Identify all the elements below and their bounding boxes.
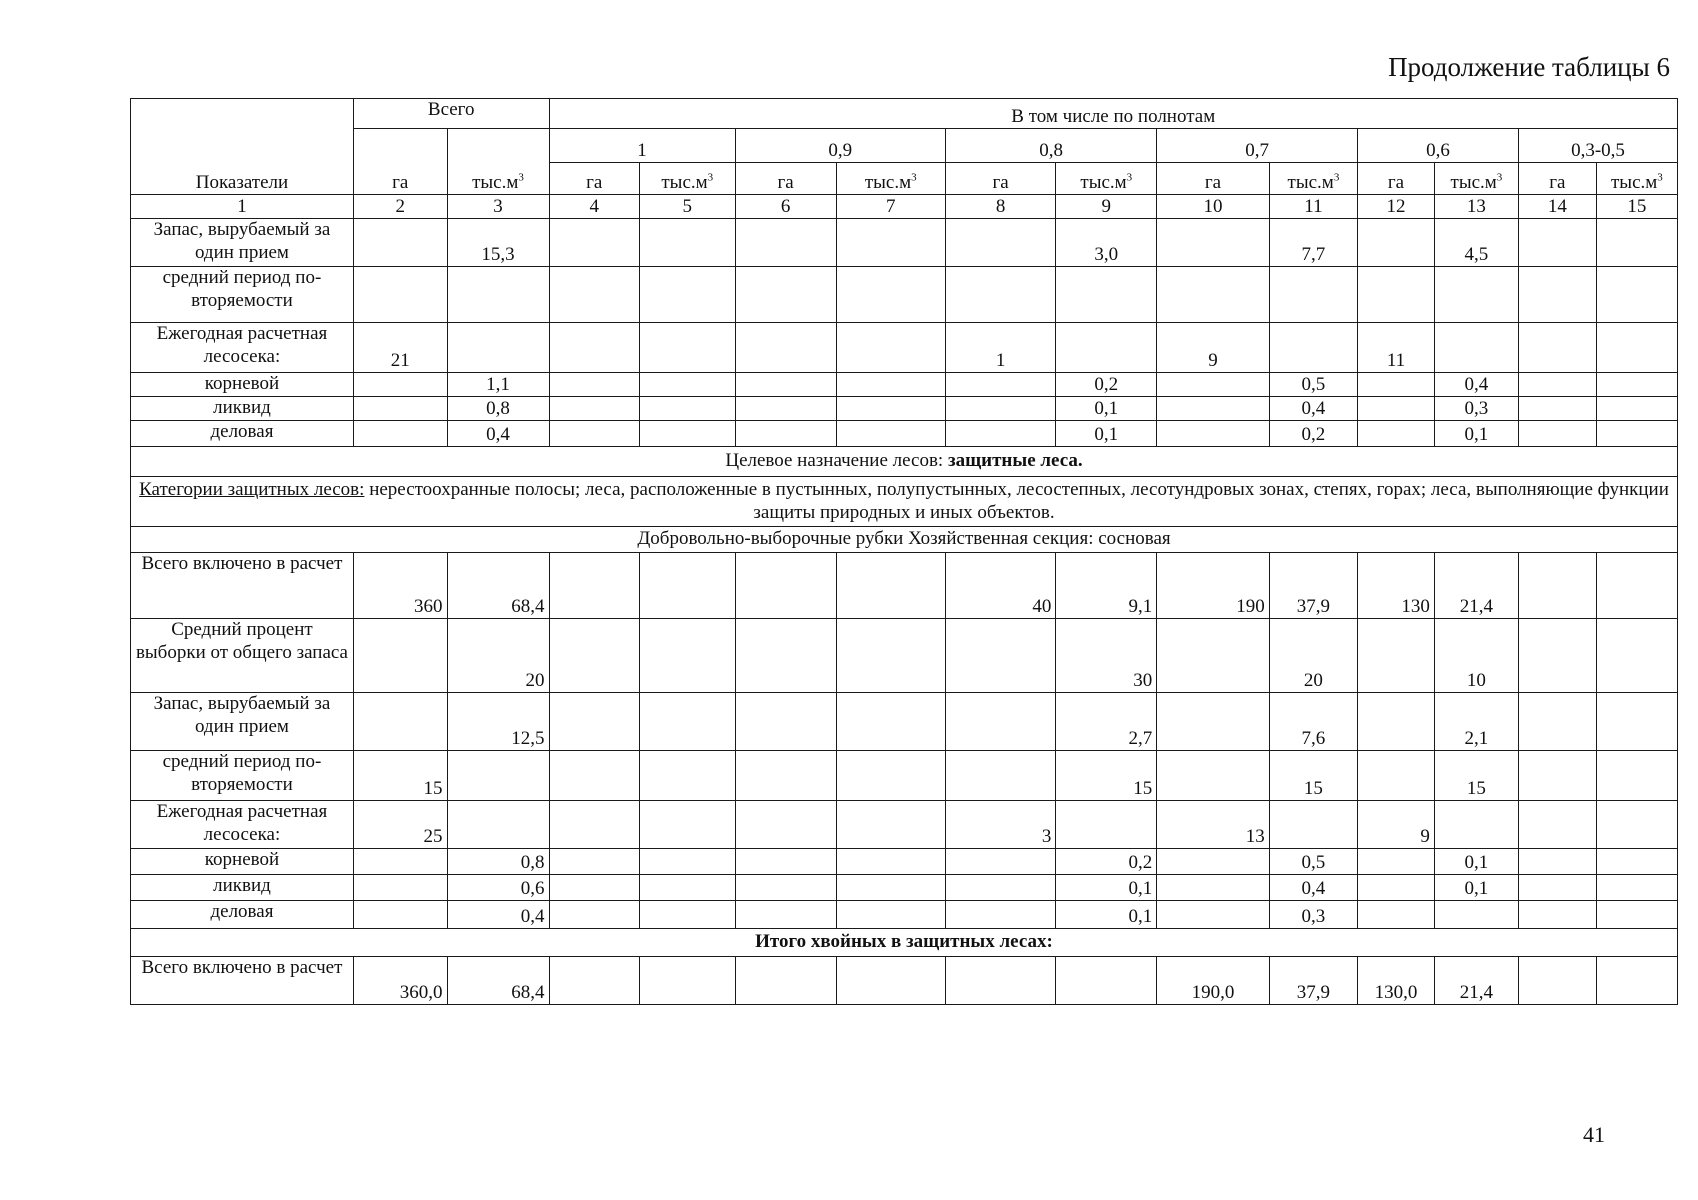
table-row <box>131 901 1678 929</box>
header-density-1: 1 <box>549 129 735 163</box>
table-cell: 21,4 <box>1434 553 1518 619</box>
table-cell <box>1596 957 1677 1005</box>
table-cell <box>1518 323 1596 373</box>
table-cell: 3,0 <box>1056 219 1157 267</box>
table-cell <box>1358 619 1435 693</box>
row-label: ликвид <box>131 875 354 901</box>
section-title-row <box>131 527 1678 553</box>
column-number: 4 <box>549 195 639 219</box>
table-cell <box>945 219 1055 267</box>
table-cell <box>639 849 735 875</box>
header-row-2 <box>131 129 1678 163</box>
table-cell <box>447 267 549 323</box>
table-cell <box>735 421 836 447</box>
header-unit-thous-m3: $тыс.м^3$ <box>1056 163 1157 195</box>
table-cell <box>1518 901 1596 929</box>
header-unit-ha: га <box>1157 163 1270 195</box>
table-cell: 360,0 <box>353 957 447 1005</box>
table-cell <box>1269 801 1357 849</box>
table-cell <box>1596 693 1677 751</box>
header-density-0-9: 0,9 <box>735 129 945 163</box>
table-cell <box>836 619 945 693</box>
table-cell <box>735 901 836 929</box>
table-cell <box>945 875 1055 901</box>
row-label: ликвид <box>131 397 354 421</box>
table-cell <box>1157 901 1270 929</box>
row-label: Ежегодная расчетная лесосека: <box>131 323 354 373</box>
header-total-ha: га <box>353 129 447 195</box>
table-cell <box>735 849 836 875</box>
table-cell: 68,4 <box>447 553 549 619</box>
column-number: 3 <box>447 195 549 219</box>
table-cell <box>836 421 945 447</box>
table-cell <box>549 619 639 693</box>
table-cell <box>1518 373 1596 397</box>
table-cell <box>1358 421 1435 447</box>
table-cell <box>1518 849 1596 875</box>
table-cell: 7,7 <box>1269 219 1357 267</box>
table-row <box>131 421 1678 447</box>
table-cell: 0,1 <box>1434 849 1518 875</box>
table-cell <box>447 801 549 849</box>
table-row <box>131 397 1678 421</box>
table-cell <box>639 751 735 801</box>
table-cell <box>1596 901 1677 929</box>
table-cell: 20 <box>1269 619 1357 693</box>
table-cell: 15 <box>1056 751 1157 801</box>
table-cell <box>836 693 945 751</box>
table-cell <box>549 553 639 619</box>
table-cell <box>549 957 639 1005</box>
table-cell <box>1157 693 1270 751</box>
table-cell <box>639 397 735 421</box>
table-cell: 25 <box>353 801 447 849</box>
row-label: средний период по-вторяемости <box>131 751 354 801</box>
table-cell <box>1269 267 1357 323</box>
table-cell: 4,5 <box>1434 219 1518 267</box>
table-cell <box>1518 751 1596 801</box>
table-cell <box>836 323 945 373</box>
column-number: 9 <box>1056 195 1157 219</box>
table-cell <box>353 373 447 397</box>
table-cell: 0,4 <box>1269 397 1357 421</box>
table-cell <box>353 619 447 693</box>
table-cell: 2,1 <box>1434 693 1518 751</box>
table-cell: 0,1 <box>1056 901 1157 929</box>
row-label: Всего включено в расчет <box>131 957 354 1005</box>
table-cell <box>735 801 836 849</box>
table-row <box>131 267 1678 323</box>
table-cell <box>945 397 1055 421</box>
table-cell: 0,4 <box>1434 373 1518 397</box>
table-cell: 190,0 <box>1157 957 1270 1005</box>
table-cell <box>945 619 1055 693</box>
column-number: 15 <box>1596 195 1677 219</box>
table-cell <box>447 323 549 373</box>
table-cell <box>1157 875 1270 901</box>
table-row <box>131 619 1678 693</box>
table-cell <box>836 373 945 397</box>
table-cell: 0,1 <box>1056 875 1157 901</box>
table-cell: 0,2 <box>1269 421 1357 447</box>
table-cell: 3 <box>945 801 1055 849</box>
table-cell <box>639 693 735 751</box>
table-cell <box>549 751 639 801</box>
table-cell <box>1518 801 1596 849</box>
table-cell <box>735 553 836 619</box>
table-cell <box>1358 397 1435 421</box>
forest-purpose: Целевое назначение лесов: защитные леса. <box>131 447 1678 477</box>
table-cell <box>1358 693 1435 751</box>
table-cell: 9 <box>1157 323 1270 373</box>
table-cell: 37,9 <box>1269 957 1357 1005</box>
table-cell <box>836 553 945 619</box>
table-cell: 0,6 <box>447 875 549 901</box>
table-cell <box>1157 849 1270 875</box>
table-cell <box>1056 801 1157 849</box>
table-cell <box>1056 323 1157 373</box>
table-cell <box>549 373 639 397</box>
section-title: Добровольно-выборочные рубки Хозяйственная секция: сосновая <box>131 527 1678 553</box>
table-cell <box>735 373 836 397</box>
table-cell: 21,4 <box>1434 957 1518 1005</box>
table-cell <box>639 957 735 1005</box>
table-cell <box>1157 219 1270 267</box>
row-label: деловая <box>131 421 354 447</box>
table-cell <box>735 957 836 1005</box>
table-row <box>131 957 1678 1005</box>
table-row <box>131 553 1678 619</box>
header-row-1 <box>131 99 1678 129</box>
table-cell <box>1358 901 1435 929</box>
table-cell <box>735 693 836 751</box>
table-cell <box>945 693 1055 751</box>
table-cell <box>549 875 639 901</box>
table-cell: 0,8 <box>447 849 549 875</box>
table-cell <box>1596 323 1677 373</box>
table-cell <box>735 875 836 901</box>
table-cell <box>735 619 836 693</box>
table-cell <box>836 901 945 929</box>
table-cell <box>353 849 447 875</box>
table-cell <box>945 751 1055 801</box>
table-cell <box>1157 751 1270 801</box>
table-cell <box>549 267 639 323</box>
table-cell <box>353 219 447 267</box>
table-cell <box>1056 267 1157 323</box>
table-cell <box>549 421 639 447</box>
table-cell <box>1434 901 1518 929</box>
table-cell: 10 <box>1434 619 1518 693</box>
table-cell: 0,1 <box>1056 397 1157 421</box>
table-cell <box>1358 849 1435 875</box>
table-row <box>131 875 1678 901</box>
table-cell <box>945 901 1055 929</box>
table-cell <box>945 373 1055 397</box>
table-cell: 0,4 <box>447 901 549 929</box>
page-number: 41 <box>1583 1122 1605 1147</box>
table-cell <box>1596 875 1677 901</box>
table-cell: 0,5 <box>1269 373 1357 397</box>
table-cell <box>1518 553 1596 619</box>
header-density-0-8: 0,8 <box>945 129 1156 163</box>
table-cell <box>836 849 945 875</box>
table-cell <box>735 219 836 267</box>
table-cell: 13 <box>1157 801 1270 849</box>
protective-categories-row <box>131 477 1678 527</box>
header-unit-thous-m3: $тыс.м^3$ <box>639 163 735 195</box>
column-number: 6 <box>735 195 836 219</box>
table-cell <box>1157 397 1270 421</box>
column-number: 13 <box>1434 195 1518 219</box>
table-cell: 0,5 <box>1269 849 1357 875</box>
table-cell <box>353 875 447 901</box>
header-unit-ha: га <box>945 163 1055 195</box>
table-cell: 15 <box>1434 751 1518 801</box>
table-cell <box>836 751 945 801</box>
table-cell <box>1358 875 1435 901</box>
table-caption: Продолжение таблицы 6 <box>1388 52 1670 82</box>
table-cell <box>353 267 447 323</box>
table-cell: 0,4 <box>447 421 549 447</box>
data-table <box>130 98 1678 1005</box>
table-cell <box>1434 801 1518 849</box>
table-cell: 190 <box>1157 553 1270 619</box>
table-cell: 0,4 <box>1269 875 1357 901</box>
row-label: Средний процент выборки от общего запаса <box>131 619 354 693</box>
protective-categories: Категории защитных лесов: нерестоохранные полосы; леса, расположенные в пустынных, полупустынных, лесостепных, лесотундровых зонах, степях, горах; леса, выполняющие функции защиты природных и иных объектов. <box>131 477 1678 527</box>
header-by-density: В том числе по полнотам <box>549 99 1678 129</box>
header-total: Всего <box>353 99 549 129</box>
table-cell <box>945 267 1055 323</box>
table-cell: 40 <box>945 553 1055 619</box>
table-cell <box>1518 957 1596 1005</box>
header-indicators: Показатели <box>131 99 354 195</box>
table-cell <box>549 801 639 849</box>
table-cell: 7,6 <box>1269 693 1357 751</box>
row-label: Запас, вырубаемый за один прием <box>131 693 354 751</box>
row-label: Ежегодная расчетная лесосека: <box>131 801 354 849</box>
table-cell <box>1358 219 1435 267</box>
table-cell <box>836 397 945 421</box>
table-cell <box>1518 693 1596 751</box>
table-cell <box>1596 619 1677 693</box>
table-cell <box>1596 373 1677 397</box>
table-cell <box>639 373 735 397</box>
table-cell <box>1358 267 1435 323</box>
table-cell <box>639 553 735 619</box>
table-cell <box>1596 751 1677 801</box>
table-cell <box>1518 267 1596 323</box>
table-cell: 0,3 <box>1434 397 1518 421</box>
table-cell <box>1596 553 1677 619</box>
table-cell <box>549 901 639 929</box>
table-cell: 21 <box>353 323 447 373</box>
row-label: корневой <box>131 373 354 397</box>
header-total-thous-m3: $тыс.м^3$ <box>447 129 549 195</box>
table-cell <box>1434 267 1518 323</box>
table-cell <box>735 397 836 421</box>
table-cell <box>639 323 735 373</box>
table-cell: 130,0 <box>1358 957 1435 1005</box>
table-row <box>131 801 1678 849</box>
table-cell: 15 <box>353 751 447 801</box>
header-unit-thous-m3: $тыс.м^3$ <box>836 163 945 195</box>
table-cell: 15,3 <box>447 219 549 267</box>
column-number: 11 <box>1269 195 1357 219</box>
column-number: 7 <box>836 195 945 219</box>
table-cell <box>1157 421 1270 447</box>
table-cell <box>1596 849 1677 875</box>
table-cell: 0,1 <box>1434 421 1518 447</box>
table-cell: 0,2 <box>1056 373 1157 397</box>
table-cell <box>1056 957 1157 1005</box>
column-number: 8 <box>945 195 1055 219</box>
table-cell <box>836 267 945 323</box>
column-number: 12 <box>1358 195 1435 219</box>
table-cell <box>353 397 447 421</box>
table-cell: 9 <box>1358 801 1435 849</box>
column-number: 10 <box>1157 195 1270 219</box>
table-cell <box>639 901 735 929</box>
table-cell: 0,8 <box>447 397 549 421</box>
table-cell <box>549 397 639 421</box>
table-row <box>131 751 1678 801</box>
table-cell <box>1596 801 1677 849</box>
header-unit-thous-m3: $тыс.м^3$ <box>1434 163 1518 195</box>
table-cell: 9,1 <box>1056 553 1157 619</box>
column-number: 5 <box>639 195 735 219</box>
table-cell <box>1434 323 1518 373</box>
table-cell <box>447 751 549 801</box>
table-cell: 0,1 <box>1434 875 1518 901</box>
table-cell <box>945 421 1055 447</box>
table-cell: 130 <box>1358 553 1435 619</box>
table-cell <box>836 875 945 901</box>
table-cell <box>1596 421 1677 447</box>
table-cell <box>1596 267 1677 323</box>
header-unit-ha: га <box>549 163 639 195</box>
table-cell: 1 <box>945 323 1055 373</box>
table-cell <box>1518 421 1596 447</box>
table-cell: 1,1 <box>447 373 549 397</box>
row-label: Запас, вырубаемый за один прием <box>131 219 354 267</box>
header-density-0-3-0-5: 0,3-0,5 <box>1518 129 1677 163</box>
table-cell <box>735 751 836 801</box>
table-cell <box>1358 373 1435 397</box>
header-unit-ha: га <box>735 163 836 195</box>
header-density-0-6: 0,6 <box>1358 129 1519 163</box>
table-cell <box>639 219 735 267</box>
table-cell: 12,5 <box>447 693 549 751</box>
table-cell: 68,4 <box>447 957 549 1005</box>
table-cell <box>1596 219 1677 267</box>
table-cell <box>639 619 735 693</box>
table-cell <box>1518 397 1596 421</box>
table-cell <box>639 421 735 447</box>
table-cell <box>639 267 735 323</box>
table-cell <box>549 849 639 875</box>
table-cell <box>1157 373 1270 397</box>
header-unit-ha: га <box>1518 163 1596 195</box>
table-row <box>131 323 1678 373</box>
row-label: корневой <box>131 849 354 875</box>
table-cell <box>639 875 735 901</box>
column-number: 1 <box>131 195 354 219</box>
header-unit-ha: га <box>1358 163 1435 195</box>
table-cell: 11 <box>1358 323 1435 373</box>
table-cell: 0,3 <box>1269 901 1357 929</box>
table-cell <box>353 421 447 447</box>
table-cell: 360 <box>353 553 447 619</box>
table-row <box>131 849 1678 875</box>
table-cell <box>945 849 1055 875</box>
table-cell <box>945 957 1055 1005</box>
table-cell <box>1157 619 1270 693</box>
table-cell <box>1518 219 1596 267</box>
table-cell <box>1358 751 1435 801</box>
table-cell: 20 <box>447 619 549 693</box>
row-label: Всего включено в расчет <box>131 553 354 619</box>
header-unit-thous-m3: $тыс.м^3$ <box>1269 163 1357 195</box>
table-cell <box>836 801 945 849</box>
table-cell <box>549 323 639 373</box>
forest-purpose-row <box>131 447 1678 477</box>
table-row <box>131 219 1678 267</box>
table-cell: 2,7 <box>1056 693 1157 751</box>
table-cell: 0,1 <box>1056 421 1157 447</box>
table-cell <box>353 693 447 751</box>
header-unit-thous-m3: $тыс.м^3$ <box>1596 163 1677 195</box>
table-cell <box>1518 619 1596 693</box>
table-cell <box>1596 397 1677 421</box>
table-cell: 30 <box>1056 619 1157 693</box>
table-cell <box>836 957 945 1005</box>
table-row <box>131 373 1678 397</box>
table-cell: 0,2 <box>1056 849 1157 875</box>
table-row <box>131 693 1678 751</box>
total-title-row <box>131 929 1678 957</box>
column-number: 2 <box>353 195 447 219</box>
table-cell <box>549 693 639 751</box>
row-label: деловая <box>131 901 354 929</box>
header-density-0-7: 0,7 <box>1157 129 1358 163</box>
table-cell <box>735 323 836 373</box>
table-cell <box>639 801 735 849</box>
total-title: Итого хвойных в защитных лесах: <box>131 929 1678 957</box>
row-label: средний период по-вторяемости <box>131 267 354 323</box>
table-cell <box>735 267 836 323</box>
column-number: 14 <box>1518 195 1596 219</box>
table-cell <box>1157 267 1270 323</box>
table-cell <box>1269 323 1357 373</box>
column-number-row <box>131 195 1678 219</box>
table-cell <box>549 219 639 267</box>
table-cell: 15 <box>1269 751 1357 801</box>
table-cell <box>1518 875 1596 901</box>
table-cell <box>836 219 945 267</box>
table-cell: 37,9 <box>1269 553 1357 619</box>
table-cell <box>353 901 447 929</box>
